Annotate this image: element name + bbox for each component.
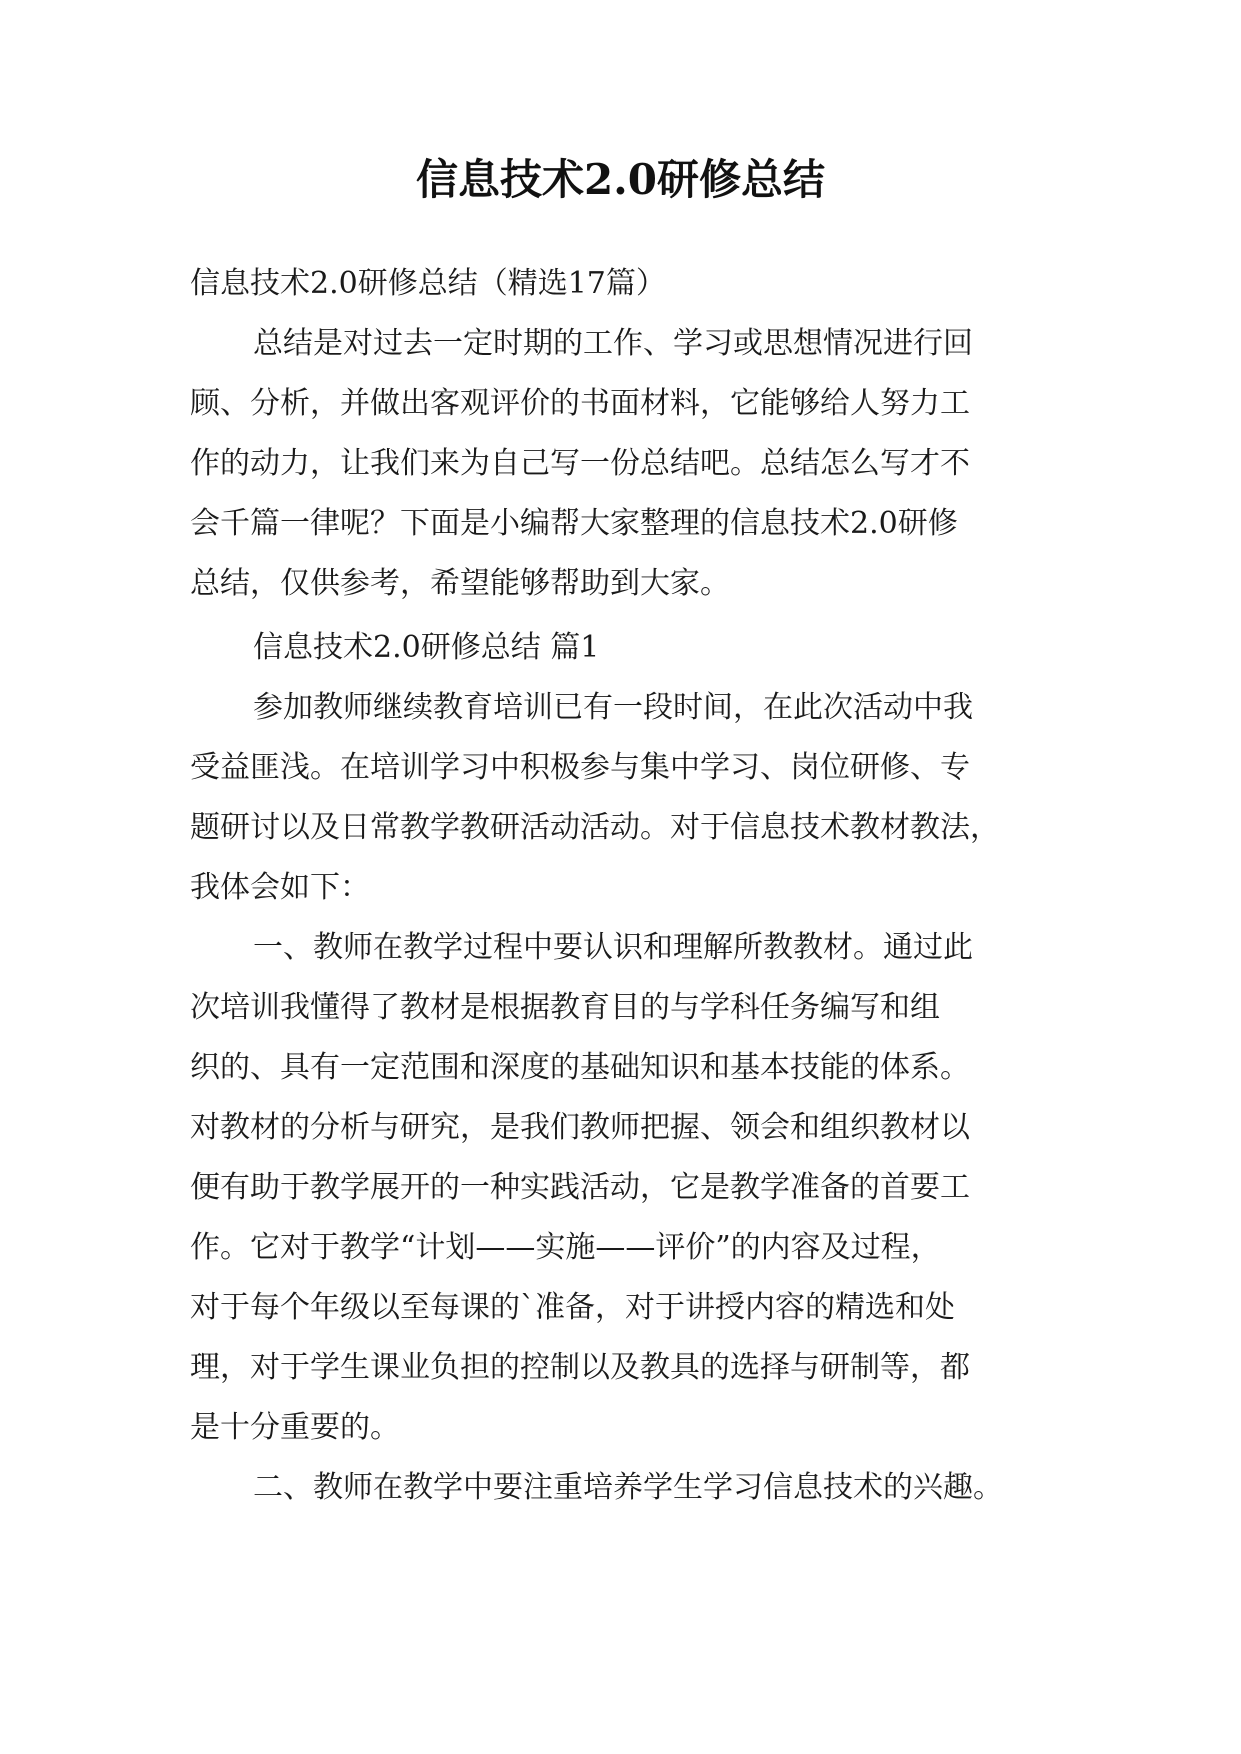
paragraph-line: 作。它对于教学“计划——实施——评价”的内容及过程， <box>190 1230 941 1265</box>
paragraph-line: 参加教师继续教育培训已有一段时间，在此次活动中我 <box>253 690 973 725</box>
paragraph-line: 二、教师在教学中要注重培养学生学习信息技术的兴趣。 <box>253 1470 1003 1505</box>
document-subtitle: 信息技术2.0研修总结（精选17篇） <box>190 266 666 301</box>
paragraph-line: 受益匪浅。在培训学习中积极参与集中学习、岗位研修、专 <box>190 750 970 785</box>
paragraph-line: 织的、具有一定范围和深度的基础知识和基本技能的体系。 <box>190 1050 970 1085</box>
document-title: 信息技术2.0研修总结 <box>415 155 826 204</box>
paragraph-line: 题研讨以及日常教学教研活动活动。对于信息技术教材教法， <box>190 810 1000 845</box>
section-heading-block <box>190 618 1075 678</box>
intro-line: 会千篇一律呢？下面是小编帮大家整理的信息技术2.0研修 <box>190 506 958 541</box>
paragraph-3 <box>190 1458 1075 1518</box>
paragraph-1 <box>190 678 1075 918</box>
intro-paragraph <box>190 314 1075 614</box>
document-subtitle-block <box>190 254 1075 314</box>
paragraph-line: 一、教师在教学过程中要认识和理解所教教材。通过此 <box>253 930 973 965</box>
paragraph-line: 对教材的分析与研究，是我们教师把握、领会和组织教材以 <box>190 1110 970 1145</box>
paragraph-line: 理，对于学生课业负担的控制以及教具的选择与研制等，都 <box>190 1350 970 1385</box>
intro-line: 顾、分析，并做出客观评价的书面材料，它能够给人努力工 <box>190 386 970 421</box>
intro-line: 总结是对过去一定时期的工作、学习或思想情况进行回 <box>253 326 973 361</box>
intro-line: 总结，仅供参考，希望能够帮助到大家。 <box>190 566 730 601</box>
section-heading: 信息技术2.0研修总结 篇1 <box>253 630 600 665</box>
paragraph-line: 是十分重要的。 <box>190 1410 400 1445</box>
paragraph-line: 我体会如下： <box>190 870 370 905</box>
paragraph-line: 次培训我懂得了教材是根据教育目的与学科任务编写和组 <box>190 990 940 1025</box>
intro-line: 作的动力，让我们来为自己写一份总结吧。总结怎么写才不 <box>190 446 970 481</box>
paragraph-line: 便有助于教学展开的一种实践活动，它是教学准备的首要工 <box>190 1170 970 1205</box>
paragraph-line: 对于每个年级以至每课的`准备，对于讲授内容的精选和处 <box>190 1290 955 1325</box>
paragraph-2 <box>190 918 1075 1458</box>
